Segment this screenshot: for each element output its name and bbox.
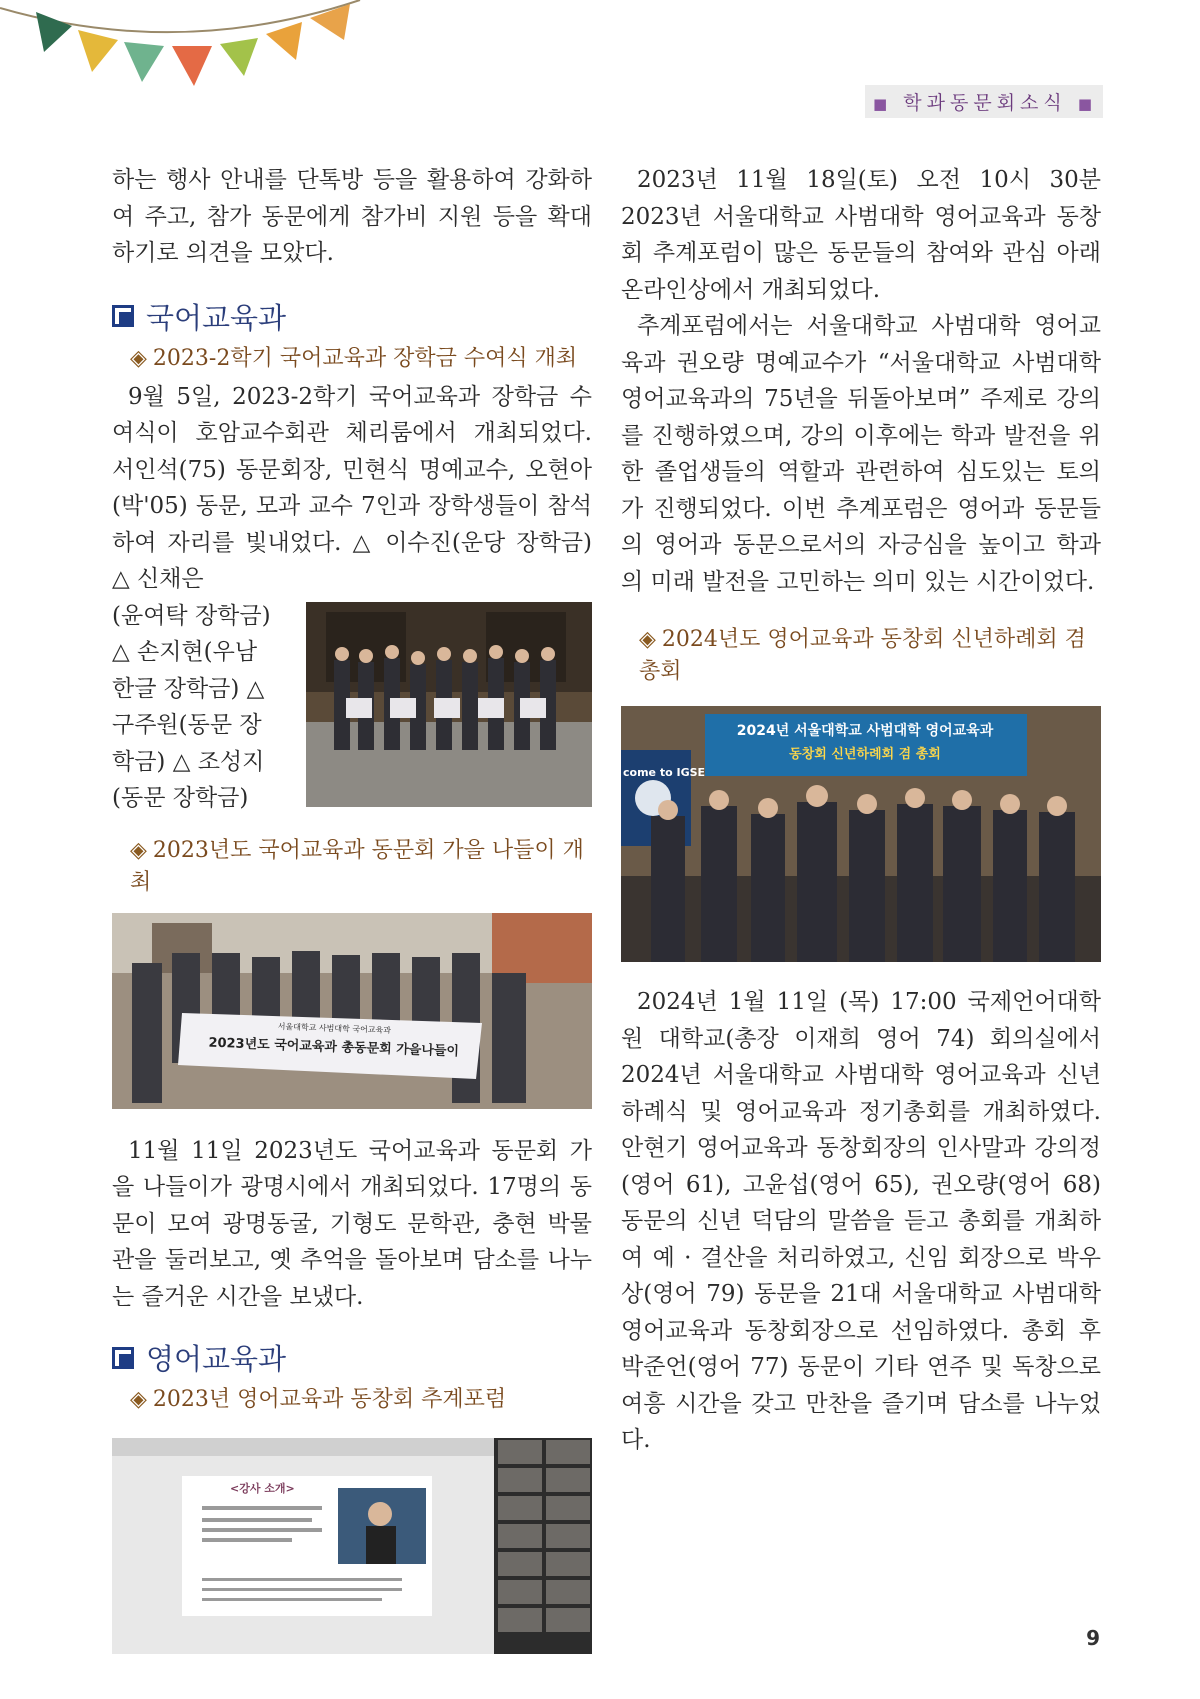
screen-text: come to IGSE (623, 766, 706, 779)
dept-title: 국어교육과 (146, 300, 287, 335)
dept-heading-korean (112, 296, 592, 337)
dept-heading-english (112, 1337, 592, 1378)
section-label (865, 85, 1103, 118)
bunting-decoration (0, 0, 380, 100)
diamond-bullet-icon: ◈ (639, 627, 656, 652)
subheading: ◈ 2023-2학기 국어교육과 장학금 수여식 개최 (130, 345, 578, 371)
slide-title: <강사 소개> (230, 1482, 295, 1495)
page-number: 9 (1086, 1626, 1100, 1650)
scholarship-ceremony-photo (306, 602, 592, 807)
right-column (621, 162, 1101, 1459)
subheading: ◈ 2023년도 국어교육과 동문회 가을 나들이 개최 (130, 837, 584, 895)
subheading: ◈ 2024년도 영어교육과 동창회 신년하례회 겸 총회 (639, 627, 1086, 684)
subheading: ◈ 2023년 영어교육과 동창회 추계포럼 (130, 1387, 507, 1412)
banner-text (715, 720, 1015, 762)
article-paragraph: 9월 5일, 2023-2학기 국어교육과 장학금 수여식이 호암교수회관 체리룸에서 개최되었다. 서인석(75) 동문회장, 민현식 명예교수, 오현아(박'05) 동문, 모과 교수 7인과 장학생들이 참석하여 자리를 빛내었다. △ 이수진(운당 장학금) △ 신채은 (112, 383, 592, 592)
diamond-bullet-icon: ◈ (130, 837, 147, 863)
banner-line-1: 2024년 서울대학교 사범대학 영어교육과 (736, 723, 994, 739)
article-paragraph: 추계포럼에서는 서울대학교 사범대학 영어교육과 권오량 명예교수가 “서울대학교 사범대학 영어교육과의 75년을 뒤돌아보며” 주제로 강의를 진행하였으며, 강의 이후에는 학과 발전을 위한 졸업생들의 역할과 관련하여 심도있는 토의가 진행되었다. 이번 추계포럼은 영어과 동문들의 영어과 동문으로서의 자긍심을 높이고 학과의 미래 발전을 고민하는 의미 있는 시간이었다. (621, 313, 1101, 595)
dept-title: 영어교육과 (146, 1342, 287, 1376)
article-paragraph: (윤여탁 장학금) △ 손지현(우남 한글 장학금) △ 구주원(동문 장학금) △ 조성지 (동문 장학금) (112, 602, 271, 811)
left-column (112, 162, 592, 1654)
diamond-bullet-icon: ◈ (130, 345, 147, 371)
article-paragraph: 11월 11일 2023년도 국어교육과 동문회 가을 나들이가 광명시에서 개최되었다. 17명의 동문이 모여 광명동굴, 기형도 문학관, 충현 박물관을 둘러보고, 옛 추억을 돌아보며 담소를 나누는 즐거운 시간을 보냈다. (112, 1137, 592, 1310)
dept-bullet-icon (112, 305, 134, 327)
diamond-bullet-icon: ◈ (130, 1387, 147, 1412)
autumn-outing-photo (112, 913, 592, 1109)
section-label-text: 학과동문회소식 (903, 92, 1067, 114)
online-forum-screenshot (112, 1438, 592, 1654)
article-paragraph: 2023년 11월 18일(토) 오전 10시 30분 2023년 서울대학교 사범대학 영어교육과 동창회 추계포럼이 많은 동문들의 참여와 관심 아래 온라인상에서 개최되었다. (621, 167, 1101, 303)
new-year-meeting-photo (621, 706, 1101, 962)
photo-text-wrap (112, 598, 592, 817)
square-icon: ■ (873, 95, 893, 113)
article-paragraph: 2024년 1월 11일 (목) 17:00 국제언어대학원 대학교(총장 이재희 영어 74) 회의실에서 2024년 서울대학교 사범대학 영어교육과 신년하례식 및 영어교육과 정기총회를 개최하였다. 안현기 영어교육과 동창회장의 인사말과 강의정(영어 61), 고윤섭(영어 65), 권오량(영어 68) 동문의 신년 덕담의 말씀을 듣고 총회를 개최하여 예 · 결산을 처리하였고, 신임 회장으로 박우상(영어 79) 동문을 21대 서울대학교 사범대학 영어교육과 동창회장으로 선임하였다. 총회 후 박준언(영어 77) 동문이 기타 연주 및 독창으로 여흥 시간을 갖고 만찬을 즐기며 담소를 나누었다. (621, 989, 1101, 1453)
banner-line-1: 서울대학교 사범대학 국어교육과 (277, 1021, 392, 1035)
dept-bullet-icon (112, 1347, 134, 1369)
banner-line-2: 동창회 신년하례회 겸 총회 (789, 747, 941, 762)
square-icon: ■ (1077, 95, 1097, 113)
intro-paragraph: 하는 행사 안내를 단톡방 등을 활용하여 강화하여 주고, 참가 동문에게 참가비 지원 등을 확대하기로 의견을 모았다. (112, 167, 592, 266)
banner-line-2: 2023년도 국어교육과 총동문회 가을나들이 (208, 1035, 460, 1059)
